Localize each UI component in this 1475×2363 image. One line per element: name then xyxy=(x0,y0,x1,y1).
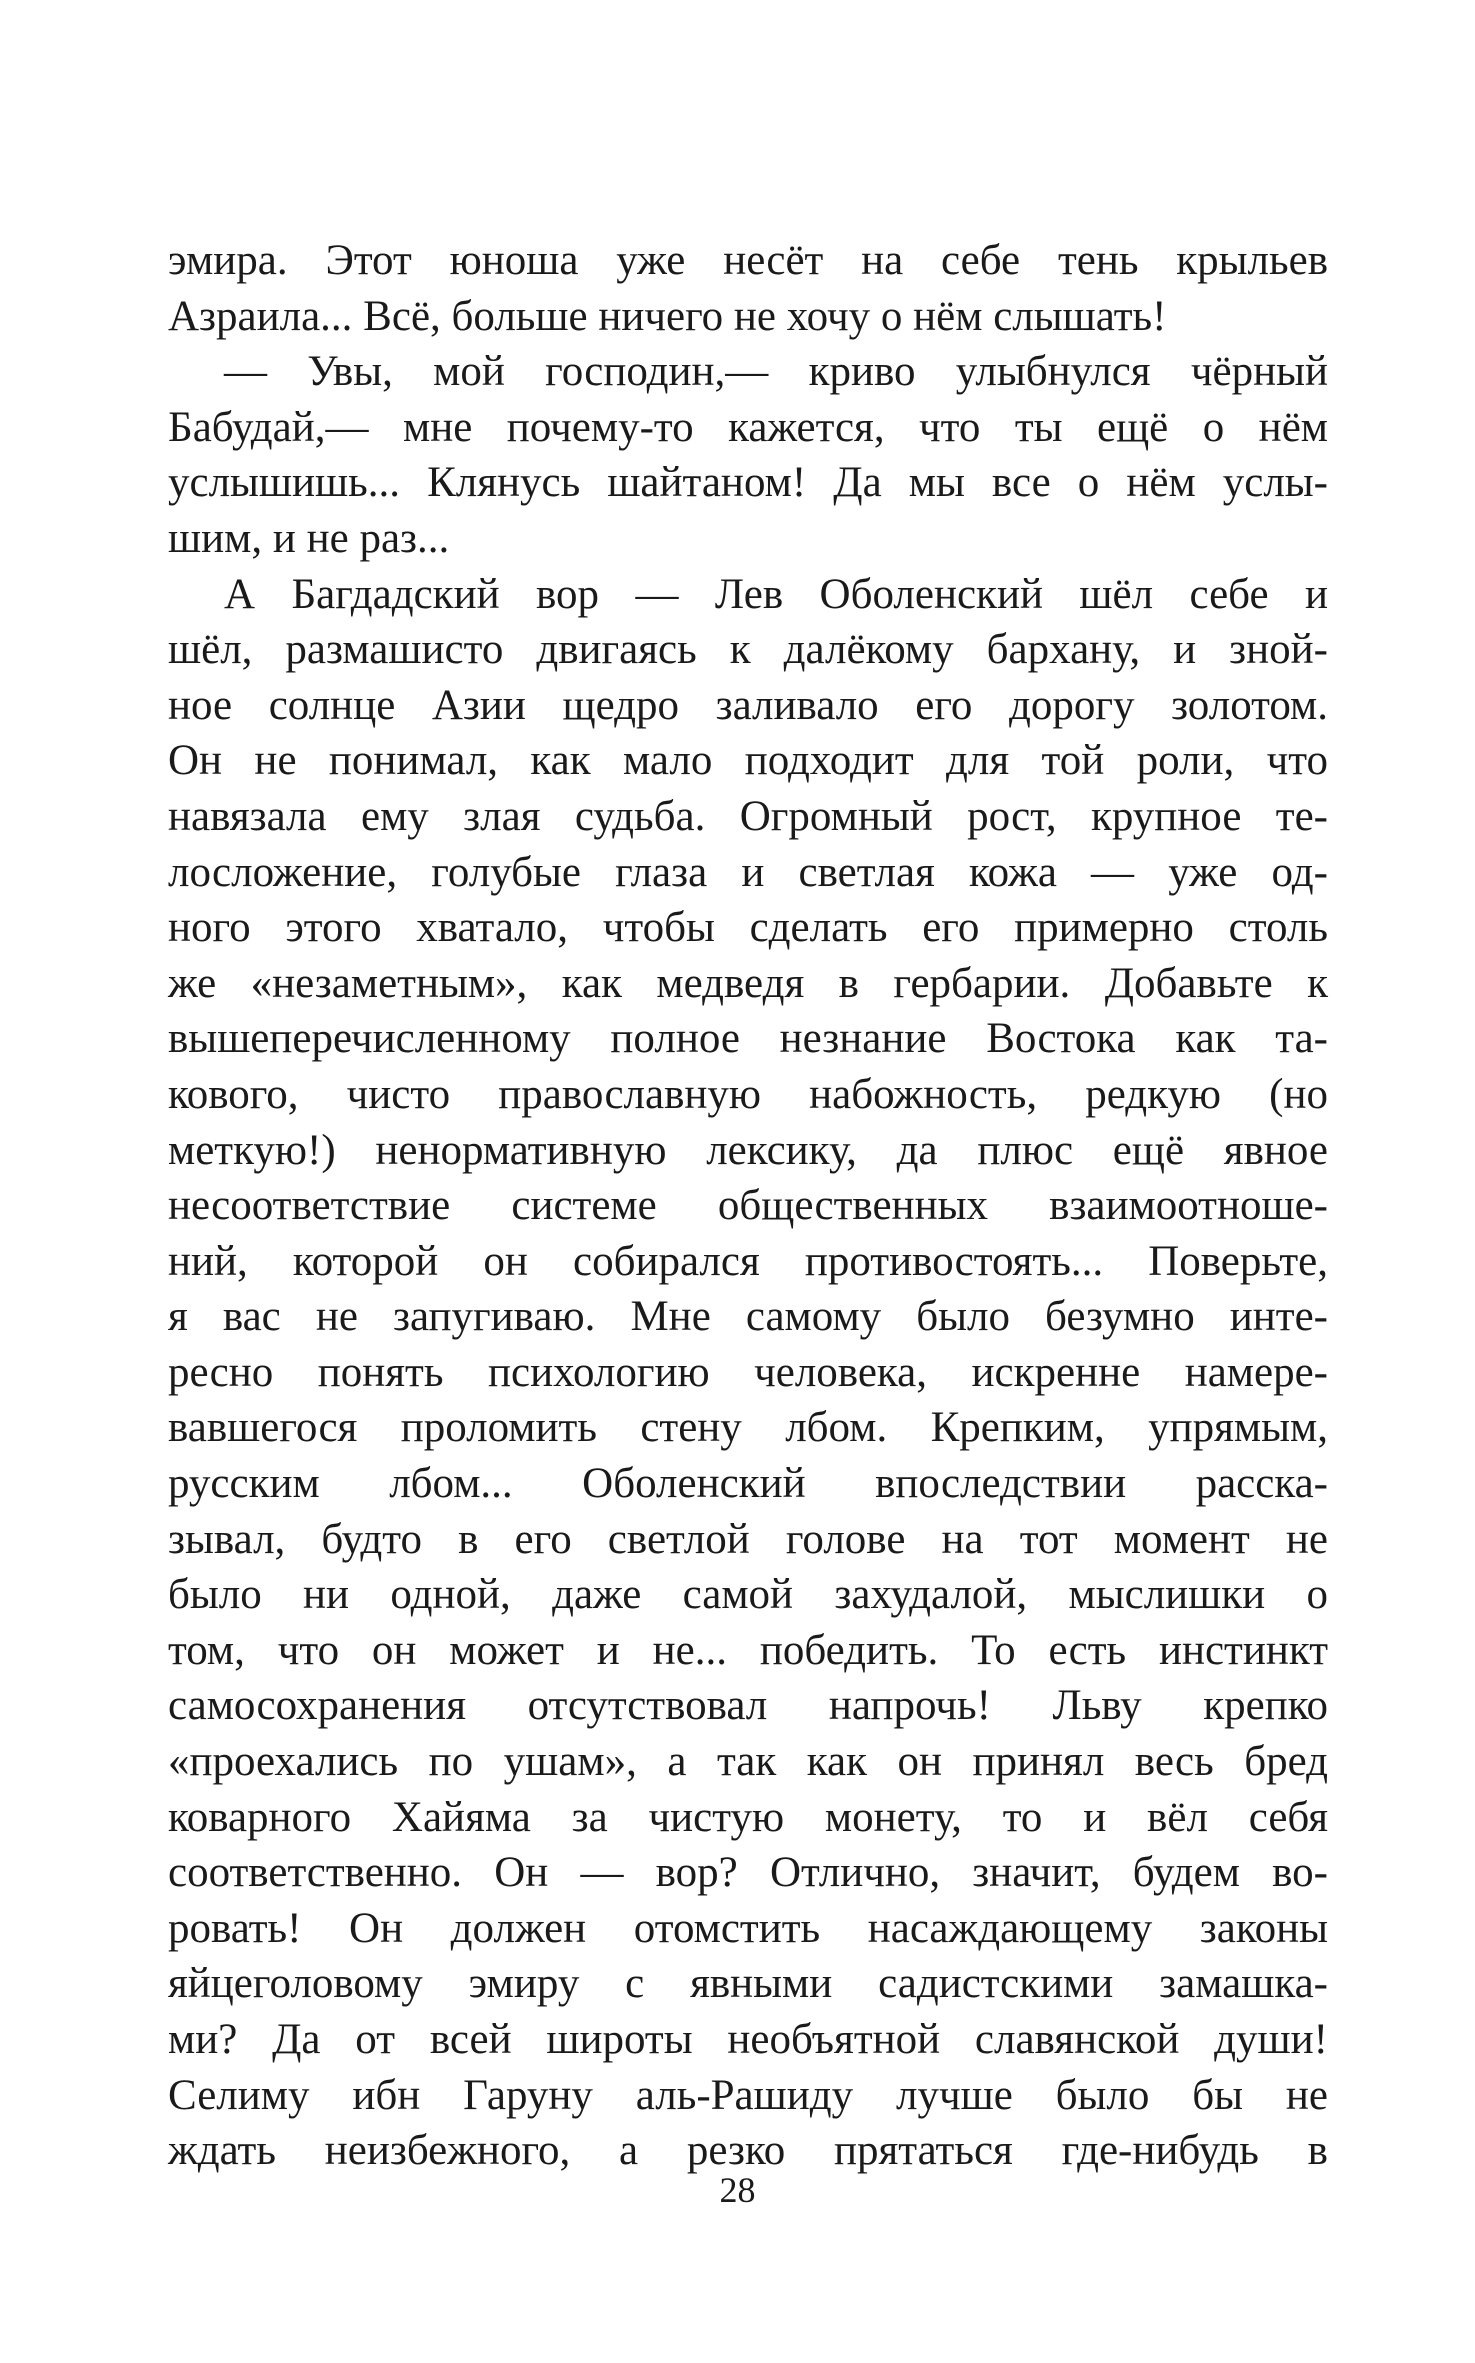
text-line: эмира. Этот юноша уже несёт на себе тень крыльев xyxy=(168,237,1328,284)
text-line: услышишь... Клянусь шайтаном! Да мы все о нём услы- xyxy=(168,459,1328,507)
text-line: было ни одной, даже самой захудалой, мыслишки о xyxy=(168,1571,1328,1619)
text-line: том, что он может и не... победить. То есть инстинкт xyxy=(168,1626,1328,1674)
text-line: ми? Да от всей широты необъятной славянской души! xyxy=(168,2016,1328,2063)
text-line: ровать! Он должен отомстить насаждающему законы xyxy=(168,1904,1328,1952)
text-line: Селиму ибн Гаруну аль-Рашиду лучше было бы не xyxy=(168,2071,1328,2119)
text-line: я вас не запугиваю. Мне самому было безумно инте- xyxy=(168,1293,1328,1341)
text-line: Он не понимал, как мало подходит для той роли, что xyxy=(168,737,1328,785)
text-line: соответственно. Он — вор? Отлично, значит, будем во- xyxy=(168,1849,1328,1897)
text-line: Бабудай,— мне почему-то кажется, что ты ещё о нём xyxy=(168,403,1328,451)
text-line: А Багдадский вор — Лев Оболенский шёл себе и xyxy=(224,570,1328,618)
text-line: коварного Хайяма за чистую монету, то и вёл себя xyxy=(168,1793,1328,1841)
text-line: ного этого хватало, чтобы сделать его примерно столь xyxy=(168,904,1328,952)
text-line: самосохранения отсутствовал напрочь! Льву крепко xyxy=(168,1682,1328,1730)
text-line: Азраила... Всё, больше ничего не хочу о нём слышать! xyxy=(168,292,1167,340)
text-line: ний, которой он собирался противостоять... Поверьте, xyxy=(168,1237,1328,1285)
text-line: «проехались по ушам», а так как он принял весь бред xyxy=(168,1738,1328,1786)
text-line: ное солнце Азии щедро заливало его дорогу золотом. xyxy=(168,681,1328,729)
text-line: вавшегося проломить стену лбом. Крепким, упрямым, xyxy=(168,1404,1328,1452)
text-line: зывал, будто в его светлой голове на тот момент не xyxy=(168,1515,1328,1563)
text-line: яйцеголовому эмиру с явными садистскими замашка- xyxy=(168,1960,1328,2008)
page-number: 28 xyxy=(719,2170,756,2210)
text-line: русским лбом... Оболенский впоследствии расска- xyxy=(168,1460,1328,1508)
text-line: ждать неизбежного, а резко прятаться где-нибудь в xyxy=(168,2127,1328,2175)
text-line: вышеперечисленному полное незнание Востока как та- xyxy=(168,1015,1328,1063)
text-line: шим, и не раз... xyxy=(168,514,450,562)
text-line: ресно понять психологию человека, искренне намере- xyxy=(168,1348,1328,1396)
text-line: меткую!) ненормативную лексику, да плюс ещё явное xyxy=(168,1126,1328,1174)
text-line: навязала ему злая судьба. Огромный рост, крупное те- xyxy=(168,792,1328,840)
text-line: шёл, размашисто двигаясь к далёкому бархану, и зной- xyxy=(168,626,1328,674)
text-line: же «незаметным», как медведя в гербарии. Добавьте к xyxy=(168,959,1328,1007)
text-line: — Увы, мой господин,— криво улыбнулся чёрный xyxy=(224,348,1328,396)
text-line: несоответствие системе общественных взаимоотноше- xyxy=(168,1182,1328,1230)
text-line: кового, чисто православную набожность, редкую (но xyxy=(168,1070,1328,1118)
text-line: лосложение, голубые глаза и светлая кожа — уже од- xyxy=(168,848,1328,896)
body-text xyxy=(168,233,1328,2179)
